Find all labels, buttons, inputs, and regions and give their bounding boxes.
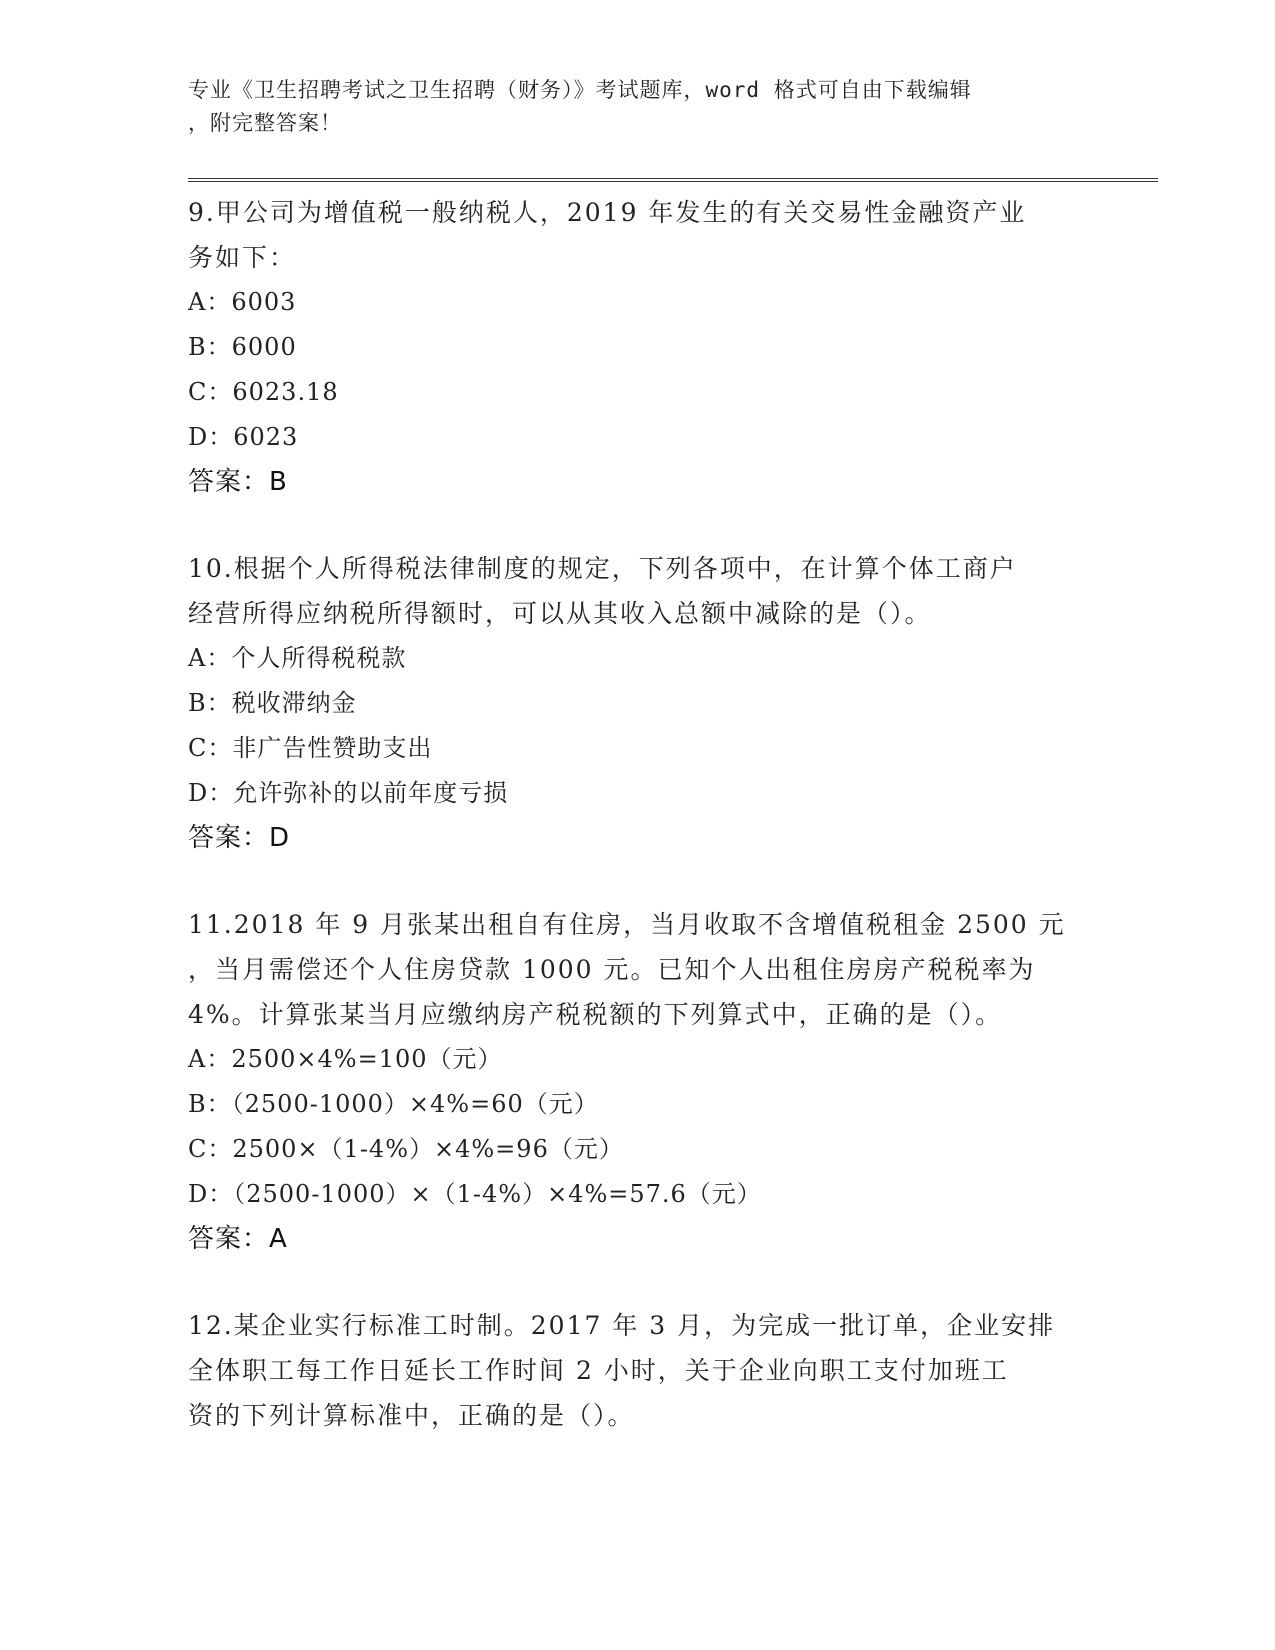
answer-line: 答案：D <box>188 823 291 853</box>
question-stem-line: 9.甲公司为增值税一般纳税人，2019 年发生的有关交易性金融资产业 <box>188 198 1027 227</box>
option-c: C：2500×（1-4%）×4%=96（元） <box>188 1135 624 1163</box>
option-b: B：6000 <box>188 333 297 361</box>
question-list <box>188 190 1088 1479</box>
option-b: B：税收滞纳金 <box>188 689 357 717</box>
answer-line: 答案：A <box>188 1224 288 1254</box>
option-a: A：6003 <box>188 288 297 316</box>
header-divider <box>188 178 1158 182</box>
question-stem-line: 12.某企业实行标准工时制。2017 年 3 月，为完成一批订单，企业安排 <box>188 1311 1056 1340</box>
document-header <box>188 74 1068 140</box>
question-stem-line: 全体职工每工作日延长工作时间 2 小时，关于企业向职工支付加班工 <box>188 1356 1009 1385</box>
question-stem-line: 4%。计算张某当月应缴纳房产税税额的下列算式中，正确的是（）。 <box>188 1000 1003 1029</box>
question-9 <box>188 190 1088 505</box>
question-stem-line: 务如下： <box>188 243 297 272</box>
question-stem-line: 经营所得应纳税所得额时，可以从其收入总额中减除的是（）。 <box>188 599 932 628</box>
question-10 <box>188 546 1088 861</box>
header-line-2: ，附完整答案！ <box>188 111 342 135</box>
answer-line: 答案：B <box>188 467 288 497</box>
option-d: D：允许弥补的以前年度亏损 <box>188 779 509 807</box>
question-11 <box>188 902 1088 1262</box>
question-stem-line: ，当月需偿还个人住房贷款 1000 元。已知个人出租住房房产税税率为 <box>188 955 1036 984</box>
option-c: C：非广告性赞助支出 <box>188 734 433 762</box>
question-stem-line: 10.根据个人所得税法律制度的规定，下列各项中，在计算个体工商户 <box>188 554 1017 583</box>
option-a: A：2500×4%=100（元） <box>188 1045 503 1073</box>
question-stem-line: 资的下列计算标准中，正确的是（）。 <box>188 1401 635 1430</box>
option-b: B：（2500-1000）×4%=60（元） <box>188 1090 599 1118</box>
option-d: D：（2500-1000）×（1-4%）×4%=57.6（元） <box>188 1180 762 1208</box>
option-d: D：6023 <box>188 423 299 451</box>
header-line-1: 专业《卫生招聘考试之卫生招聘（财务）》考试题库，word 格式可自由下载编辑 <box>188 78 972 102</box>
option-c: C：6023.18 <box>188 378 339 406</box>
question-stem-line: 11.2018 年 9 月张某出租自有住房，当月收取不含增值税租金 2500 元 <box>188 910 1066 939</box>
question-12 <box>188 1303 1088 1438</box>
option-a: A：个人所得税税款 <box>188 644 407 672</box>
